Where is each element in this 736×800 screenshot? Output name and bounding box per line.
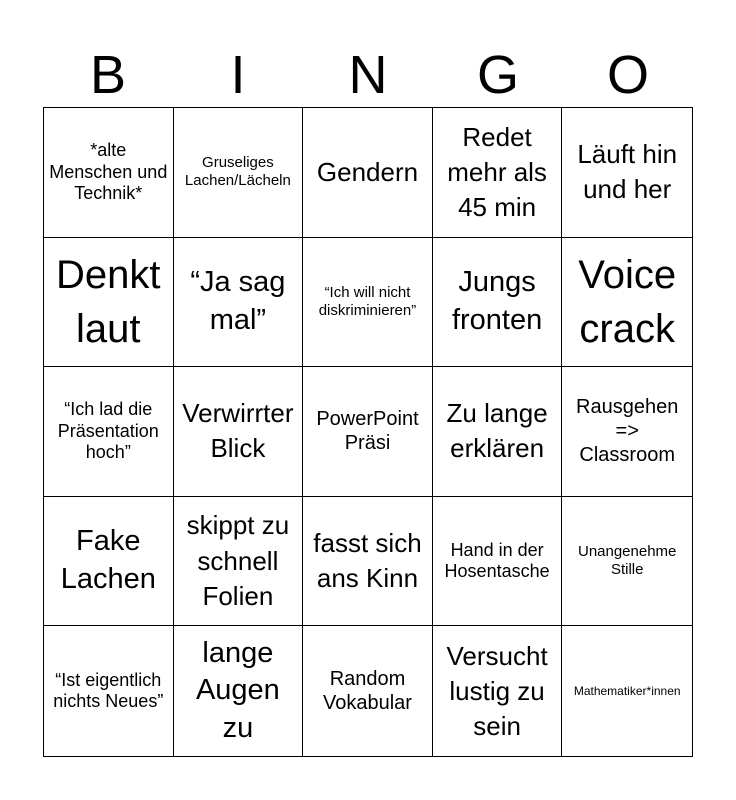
bingo-cell[interactable]: lange Augen zu — [174, 626, 304, 756]
bingo-cell[interactable]: Zu lange erklären — [433, 367, 563, 497]
bingo-cell[interactable]: Rausgehen => Classroom — [562, 367, 692, 497]
bingo-cell[interactable]: Mathematiker*innen — [573, 684, 681, 698]
bingo-cell[interactable]: Random Vokabular — [303, 626, 433, 756]
header-letter-i: I — [230, 45, 246, 105]
bingo-cell[interactable]: “Ich will nicht diskriminieren” — [303, 238, 433, 368]
bingo-cell[interactable]: Gendern — [303, 108, 433, 238]
bingo-header — [43, 42, 693, 108]
bingo-cell[interactable]: *alte Menschen und Technik* — [44, 108, 174, 238]
header-letter-b: B — [89, 45, 127, 105]
header-letter-o: O — [606, 45, 649, 105]
bingo-cell[interactable]: Voice crack — [562, 238, 692, 368]
bingo-cell[interactable]: skippt zu schnell Folien — [174, 497, 304, 627]
bingo-cell[interactable]: Gruseliges Lachen/Lächeln — [174, 108, 304, 238]
bingo-cell[interactable]: Redet mehr als 45 min — [433, 108, 563, 238]
bingo-cell[interactable]: “Ist eigentlich nichts Neues” — [44, 626, 174, 756]
header-letter-g: G — [476, 45, 519, 105]
bingo-cell[interactable]: Jungs fronten — [433, 238, 563, 368]
bingo-cell[interactable]: Läuft hin und her — [562, 108, 692, 238]
bingo-cell[interactable]: Hand in der Hosentasche — [433, 497, 563, 627]
bingo-cell[interactable]: “Ja sag mal” — [174, 238, 304, 368]
bingo-cell[interactable]: Versucht lustig zu sein — [433, 626, 563, 756]
header-letter-n: N — [348, 45, 388, 105]
bingo-cell[interactable]: fasst sich ans Kinn — [303, 497, 433, 627]
bingo-cell[interactable]: PowerPoint Präsi — [303, 367, 433, 497]
bingo-cell[interactable]: Unangenehme Stille — [562, 497, 692, 627]
bingo-cell[interactable]: Verwirrter Blick — [174, 367, 304, 497]
bingo-cell[interactable]: Fake Lachen — [44, 497, 174, 627]
bingo-grid — [43, 107, 693, 757]
bingo-cell[interactable]: “Ich lad die Präsentation hoch” — [44, 367, 174, 497]
bingo-cell[interactable]: Denkt laut — [44, 238, 174, 368]
